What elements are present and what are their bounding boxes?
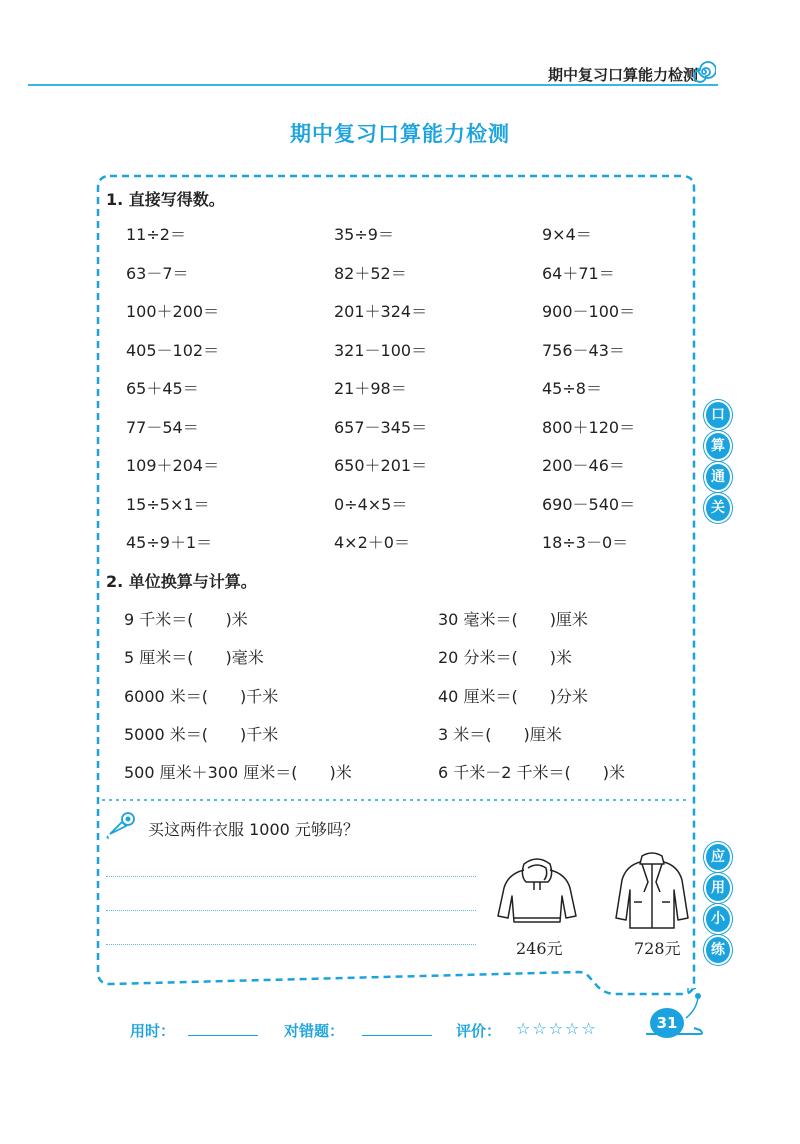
math-item: 9×4＝ xyxy=(542,225,592,244)
word-problem-question: 买这两件衣服 1000 元够吗？ xyxy=(148,820,359,839)
hoodie-illustration xyxy=(494,856,580,932)
math-item: 756－43＝ xyxy=(542,340,625,360)
conversion-item: 9 千米＝( )米 xyxy=(124,610,248,629)
running-title: 期中复习口算能力检测 xyxy=(547,66,698,84)
conversion-item: 500 厘米＋300 厘米＝( )米 xyxy=(124,763,352,783)
side-tab-oral-3: 关 xyxy=(704,493,732,523)
math-item: 0÷4×5＝ xyxy=(334,494,408,514)
page-number: 31 xyxy=(650,1008,684,1038)
answer-line xyxy=(106,876,476,877)
math-item: 109＋204＝ xyxy=(126,456,220,475)
math-item: 690－540＝ xyxy=(542,494,636,514)
rating-stars[interactable]: ☆☆☆☆☆ xyxy=(516,1019,598,1038)
math-item: 4×2＋0＝ xyxy=(334,533,410,552)
side-tab-oral-0: 口 xyxy=(704,400,732,430)
math-item: 18÷3－0＝ xyxy=(542,533,629,552)
math-item: 15÷5×1＝ xyxy=(126,494,210,514)
math-item: 201＋324＝ xyxy=(334,302,428,321)
price-hoodie: 246元 xyxy=(516,939,563,958)
conversion-item: 40 厘米＝( )分米 xyxy=(438,686,588,706)
math-item: 77－54＝ xyxy=(126,417,199,437)
jacket-illustration xyxy=(614,852,690,932)
math-item: 200－46＝ xyxy=(542,456,625,475)
side-tab-oral-2: 通 xyxy=(704,462,732,492)
math-item: 64＋71＝ xyxy=(542,263,615,283)
side-tab-apply-0: 应 xyxy=(704,842,732,872)
page-title: 期中复习口算能力检测 xyxy=(290,122,510,146)
math-item: 63－7＝ xyxy=(126,263,189,283)
math-item: 65＋45＝ xyxy=(126,379,199,398)
conversion-item: 6 千米－2 千米＝( )米 xyxy=(438,763,626,783)
conversion-item: 5 厘米＝( )毫米 xyxy=(124,648,264,668)
conversion-item: 5000 米＝( )千米 xyxy=(124,724,279,744)
math-item: 900－100＝ xyxy=(542,302,636,321)
math-item: 45÷8＝ xyxy=(542,379,602,398)
time-blank[interactable] xyxy=(188,1035,258,1036)
trumpet-icon xyxy=(104,810,138,840)
conversion-item: 30 毫米＝( )厘米 xyxy=(438,610,588,629)
side-tab-apply-2: 小 xyxy=(704,904,732,934)
math-item: 35÷9＝ xyxy=(334,225,394,244)
math-item: 405－102＝ xyxy=(126,340,220,360)
side-tab-apply-3: 练 xyxy=(704,935,732,965)
header-rule xyxy=(28,84,718,86)
section1-title: 1. 直接写得数。 xyxy=(106,190,225,209)
answer-line xyxy=(106,944,476,945)
errors-blank[interactable] xyxy=(362,1035,432,1036)
side-tab-apply-1: 用 xyxy=(704,873,732,903)
math-item: 11÷2＝ xyxy=(126,225,186,244)
spiral-icon xyxy=(692,60,716,84)
math-item: 657－345＝ xyxy=(334,417,428,437)
side-tab-oral-1: 算 xyxy=(704,431,732,461)
math-item: 21＋98＝ xyxy=(334,379,407,398)
conversion-item: 20 分米＝( )米 xyxy=(438,648,572,668)
errors-label: 对错题： xyxy=(284,1022,345,1040)
rating-label: 评价： xyxy=(456,1022,502,1040)
conversion-item: 3 米＝( )厘米 xyxy=(438,724,562,744)
math-item: 650＋201＝ xyxy=(334,456,428,475)
conversion-item: 6000 米＝( )千米 xyxy=(124,686,279,706)
section2-title: 2. 单位换算与计算。 xyxy=(106,572,257,591)
price-jacket: 728元 xyxy=(634,939,681,958)
math-item: 100＋200＝ xyxy=(126,302,220,321)
math-item: 82＋52＝ xyxy=(334,263,407,283)
math-item: 45÷9＋1＝ xyxy=(126,533,213,552)
math-item: 321－100＝ xyxy=(334,340,428,360)
answer-line xyxy=(106,910,476,911)
math-item: 800＋120＝ xyxy=(542,417,636,437)
time-label: 用时： xyxy=(130,1022,176,1040)
